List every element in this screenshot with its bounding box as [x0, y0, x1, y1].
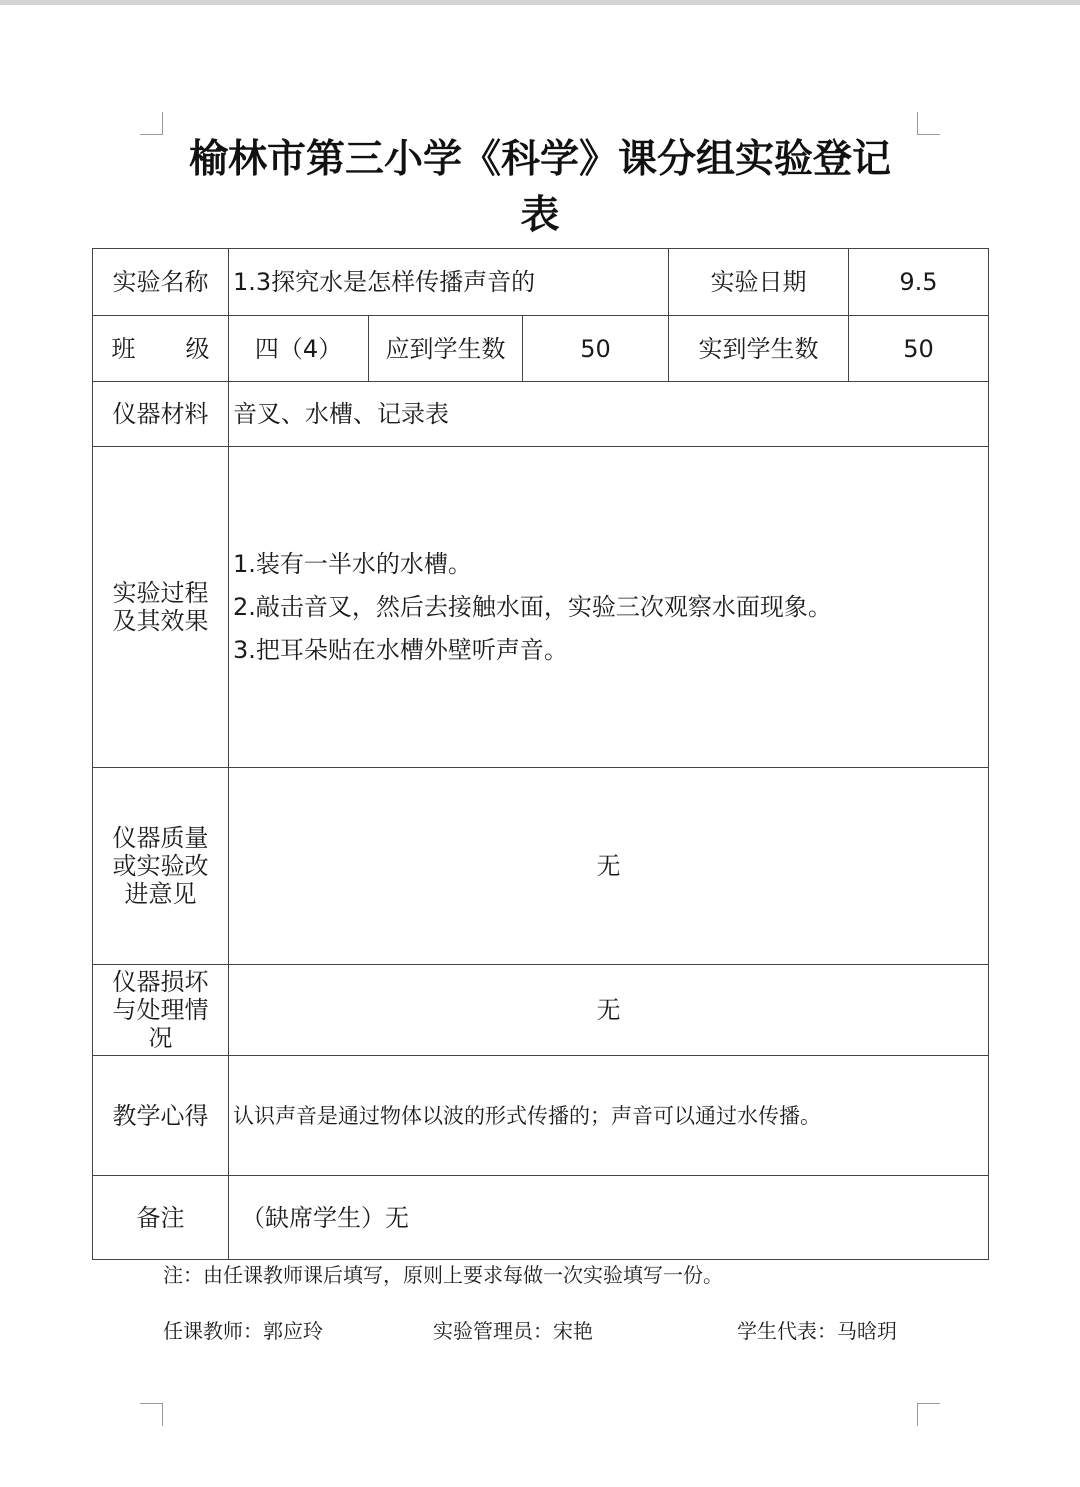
- student-signature: 学生代表：马晗玥: [737, 1319, 897, 1343]
- process-label: [93, 447, 229, 768]
- expected-students-value: 50: [523, 316, 669, 382]
- admin-signature: 实验管理员：宋艳: [433, 1319, 593, 1343]
- process-step-2: 2.敲击音叉，然后去接触水面，实验三次观察水面现象。: [233, 592, 832, 621]
- class-label: [93, 316, 229, 382]
- document-title: [150, 132, 930, 244]
- damage-label-line-3: 况: [148, 1024, 173, 1052]
- expected-students-label: 应到学生数: [369, 316, 523, 382]
- materials-value: 音叉、水槽、记录表: [229, 382, 989, 447]
- improvement-label-line-3: 进意见: [124, 880, 197, 908]
- process-label-line-2: 及其效果: [112, 607, 209, 635]
- materials-label: 仪器材料: [93, 382, 229, 447]
- experiment-name-label: 实验名称: [93, 249, 229, 316]
- process-step-1: 1.装有一半水的水槽。: [233, 549, 472, 578]
- experiment-name-value: 1.3探究水是怎样传播声音的: [229, 249, 669, 316]
- class-value: 四（4）: [229, 316, 369, 382]
- table-row: [93, 447, 989, 768]
- actual-students-value: 50: [849, 316, 989, 382]
- table-row: [93, 1176, 989, 1260]
- top-border-bar: [0, 0, 1080, 5]
- actual-students-label: 实到学生数: [669, 316, 849, 382]
- damage-label: [93, 965, 229, 1056]
- footnote: 注：由任课教师课后填写，原则上要求每做一次实验填写一份。: [163, 1263, 723, 1287]
- remarks-label: 备注: [93, 1176, 229, 1260]
- improvement-label-line-2: 或实验改: [112, 852, 209, 880]
- experiment-date-value: 9.5: [849, 249, 989, 316]
- class-label-char-2: 级: [185, 334, 210, 363]
- process-steps: [229, 447, 989, 768]
- title-line-2: 表: [520, 193, 560, 238]
- crop-mark-bottom-right: [917, 1403, 940, 1426]
- reflection-label: 教学心得: [93, 1056, 229, 1176]
- improvement-value: 无: [229, 768, 989, 965]
- table-row: [93, 382, 989, 447]
- title-line-1: 榆林市第三小学《科学》课分组实验登记: [188, 137, 891, 182]
- remarks-value: （缺席学生）无: [229, 1176, 989, 1260]
- class-label-char-1: 班: [111, 334, 136, 363]
- table-row: [93, 249, 989, 316]
- reflection-value: 认识声音是通过物体以波的形式传播的；声音可以通过水传播。: [229, 1056, 989, 1176]
- table-row: [93, 1056, 989, 1176]
- improvement-label: [93, 768, 229, 965]
- damage-label-line-1: 仪器损坏: [112, 968, 209, 996]
- table-row: [93, 316, 989, 382]
- damage-label-line-2: 与处理情: [112, 996, 209, 1024]
- damage-value: 无: [229, 965, 989, 1056]
- table-row: [93, 965, 989, 1056]
- crop-mark-bottom-left: [140, 1403, 163, 1426]
- experiment-record-table: [92, 248, 989, 1260]
- process-label-line-1: 实验过程: [112, 579, 209, 607]
- process-step-3: 3.把耳朵贴在水槽外壁听声音。: [233, 635, 568, 664]
- table-row: [93, 768, 989, 965]
- teacher-signature: 任课教师：郭应玲: [163, 1319, 323, 1343]
- experiment-date-label: 实验日期: [669, 249, 849, 316]
- improvement-label-line-1: 仪器质量: [112, 824, 209, 852]
